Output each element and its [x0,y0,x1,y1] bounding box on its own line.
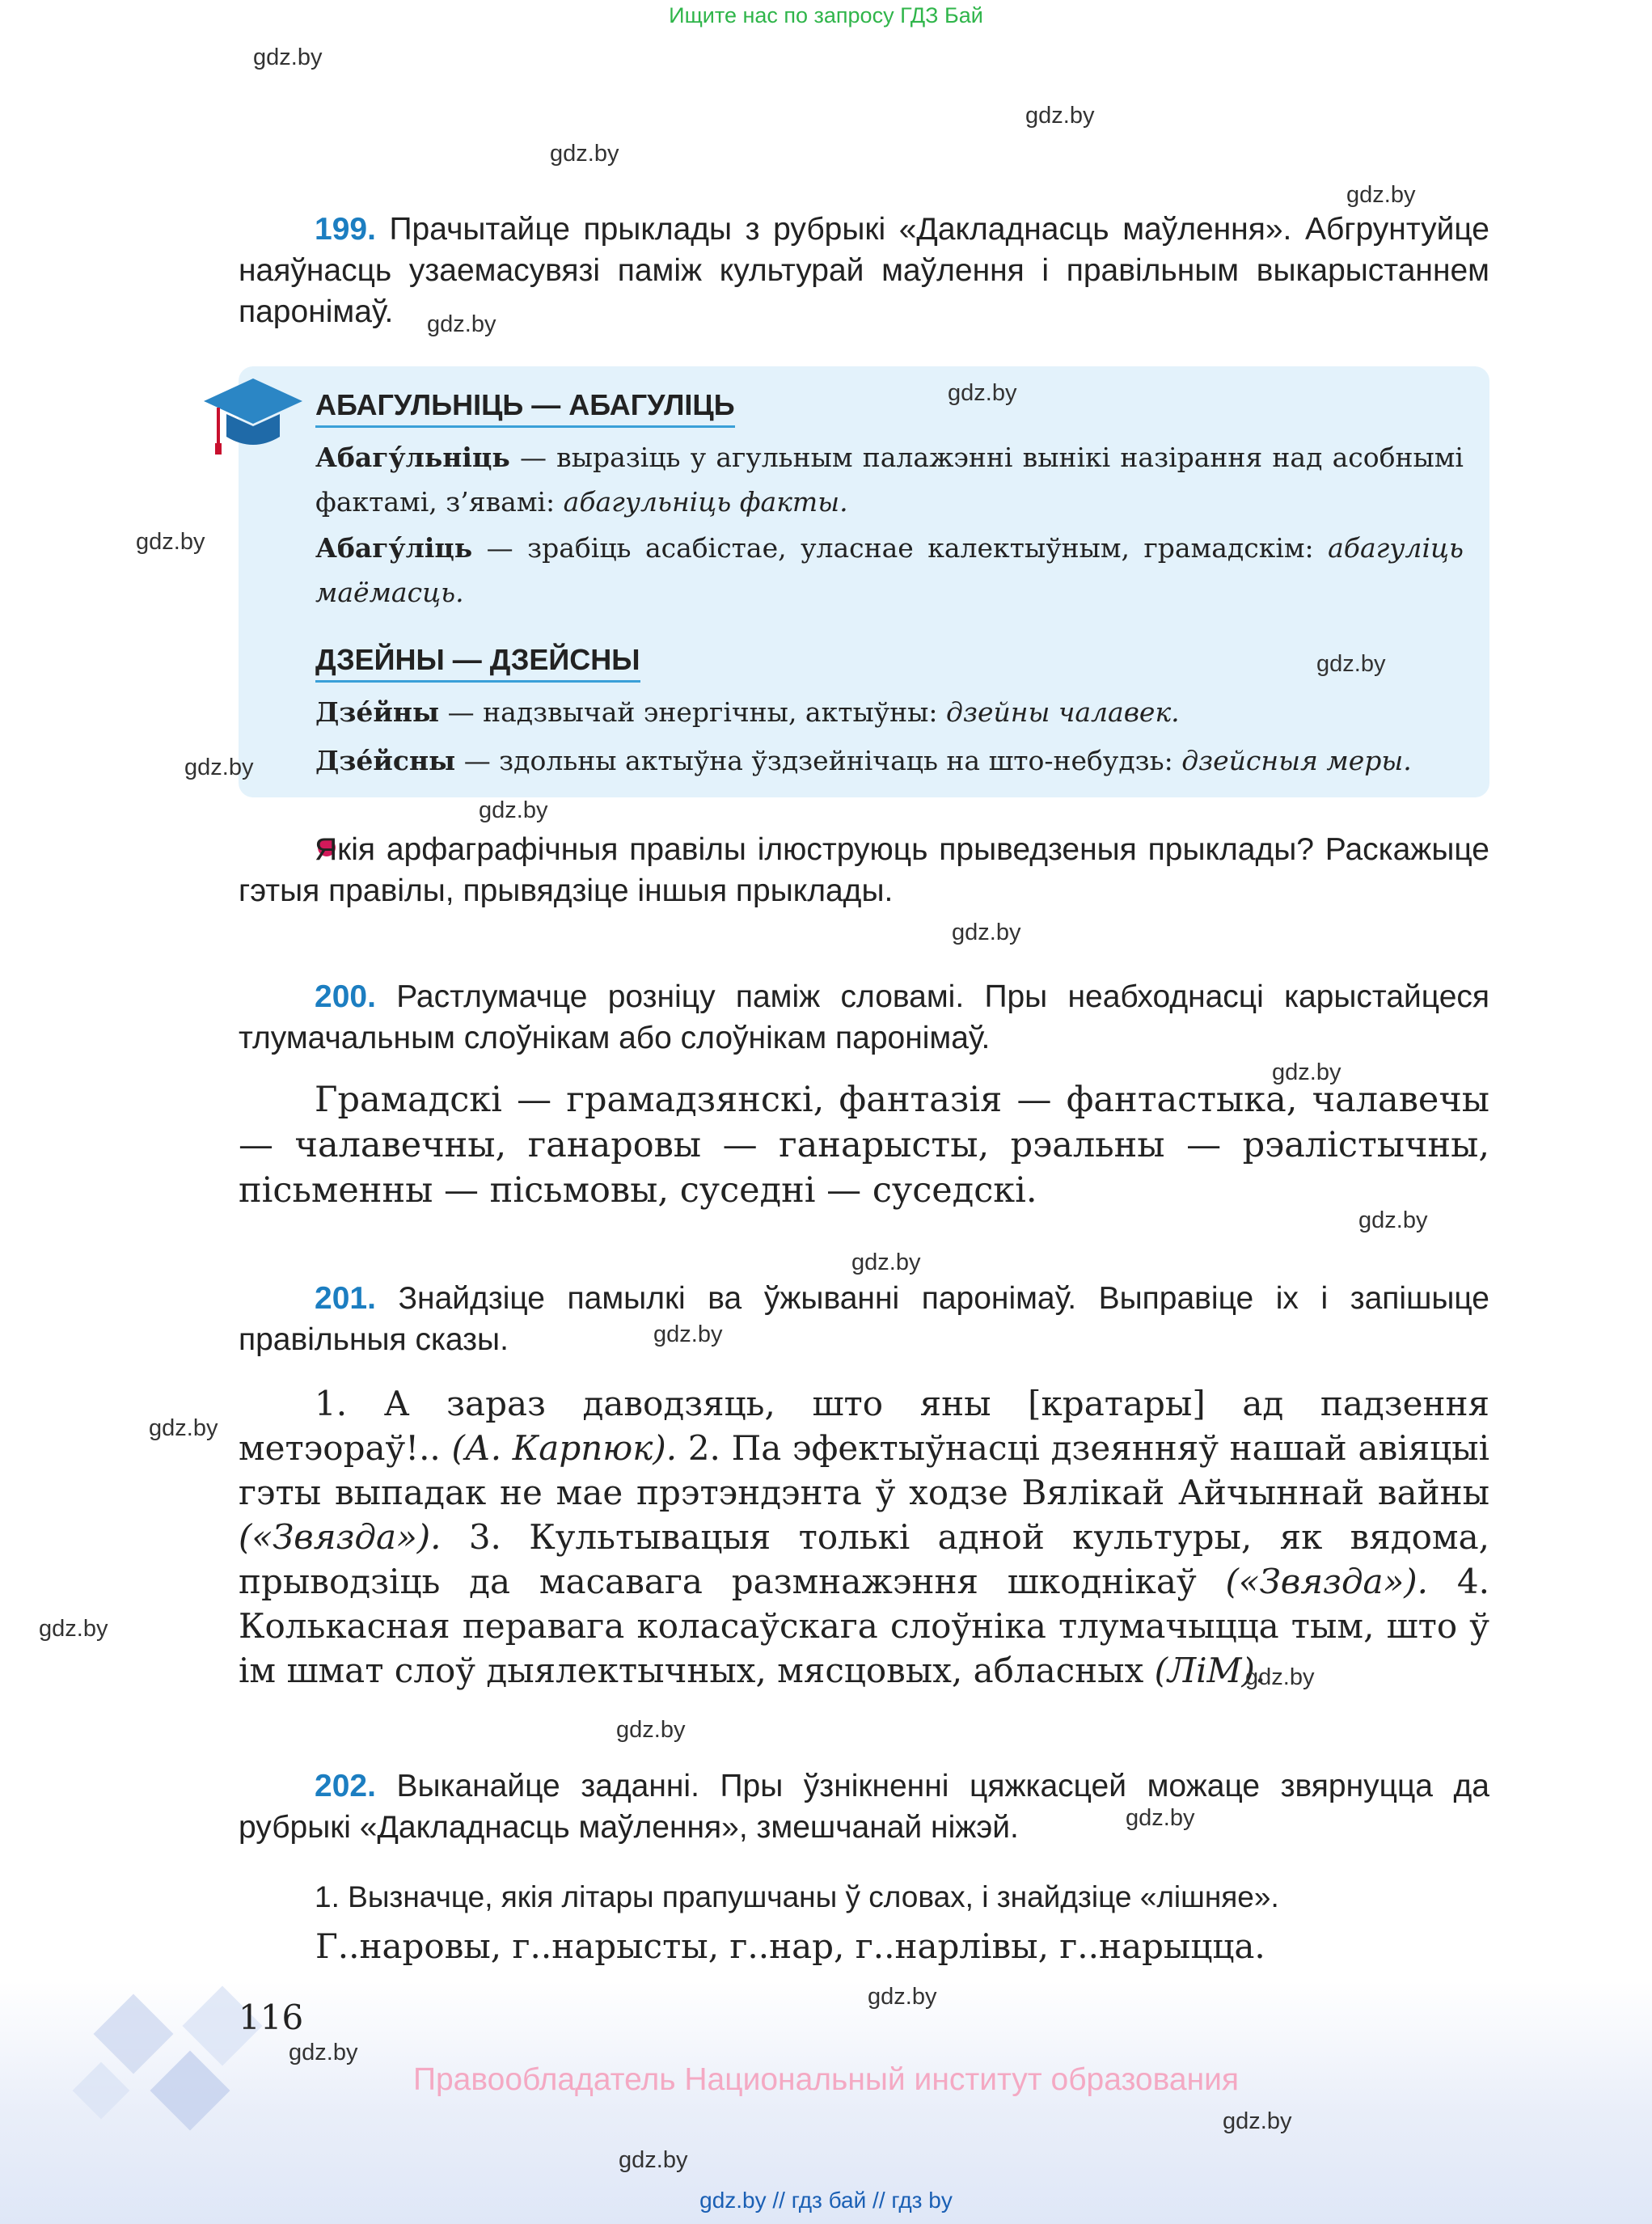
exercise-text: Растлумачце розніцу паміж словамі. Пры неабходнасці карыстайцеся тлумачальным слоўнікам або слоўнікам паронімаў. [239,979,1490,1055]
definition-text: — здольны актыўна ўздзейнічаць на што-небудзь: [455,745,1182,776]
term-word: Дзе́йсны [315,745,456,776]
usage-example: дзейны чалавек. [946,696,1180,728]
paronym-word-list: Грамадскі — грамадзянскі, фантазія — фантастыка, чалавечы — чалавечны, ганаровы — ганарысты, рэальны — рэалістычны, пісьменны — пісьмовы, суседні — суседскі. [239,1080,1489,1211]
term-pair-heading: ДЗЕЙНЫ — ДЗЕЙСНЫ [315,643,640,683]
watermark: gdz.by [1272,1059,1341,1085]
term-definition [315,690,1464,734]
term-word: Абагу́ліць [315,532,473,564]
usage-example: абагульніць факты. [563,486,848,518]
watermark: gdz.by [479,797,548,823]
page-number: 116 [239,1998,304,2037]
copyright-holder: Правообладатель Национальный институт образования [412,2062,1240,2097]
watermark: gdz.by [1346,182,1416,208]
watermark: gdz.by [1025,103,1095,129]
watermark: gdz.by [253,44,323,70]
question-text: Якія арфаграфічныя правілы ілюструюць прыведзеныя прыклады? Раскажыце гэтыя правілы, прывядзіце іншыя прыклады. [239,832,1489,908]
sentence: 1. А зараз даводзяць, што яны [кратары] ад падзення метэораў!.. [239,1384,1489,1468]
watermark: gdz.by [616,1717,686,1743]
watermark: gdz.by [136,529,205,555]
source-reference: (ЛіМ). [1154,1651,1266,1690]
watermark: gdz.by [851,1249,921,1275]
exercise-text: Прачытайце прыклады з рубрыкі «Дакладнасць маўлення». Абгрунтуйце наяўнасць узаемасувязі паміж культурай маўлення і правільным выкарыстаннем паронімаў. [239,212,1489,329]
definition-text: — зрабіць асабістае, уласнае калектыўным, грамадскім: [472,532,1329,564]
watermark: gdz.by [1126,1805,1195,1831]
exercise-number: 202. [315,1769,376,1803]
watermark: gdz.by [948,380,1017,406]
graduation-cap-icon [201,372,306,461]
watermark: gdz.by [1223,2108,1292,2134]
watermark: gdz.by [427,311,496,337]
term-definition [315,738,1464,783]
source-reference: («Звязда»). [1225,1562,1429,1601]
term-pair-heading: АБАГУЛЬНІЦЬ — АБАГУЛІЦЬ [315,388,735,428]
top-banner[interactable]: Ищите нас по запросу ГДЗ Бай [669,3,983,27]
exercise-text: Выканайце заданні. Пры ўзнікненні цяжкасцей можаце звярнуцца да рубрыкі «Дакладнасць маўлення», змешчанай ніжэй. [239,1769,1489,1845]
term-word: Абагу́льніць [315,442,510,473]
exercise-199 [239,209,1489,332]
term-definition [315,435,1464,524]
watermark: gdz.by [868,1984,937,2010]
sentence: 3. Культывацыя толькі адной культуры, як вядома, прыводзіць да масавага размнажэння шкоднікаў [239,1517,1489,1601]
usage-example: дзейсныя меры. [1181,745,1412,776]
footer-links[interactable]: gdz.by // гдз бай // гдз by [699,2188,953,2213]
exercise-text: Знайдзіце памылкі ва ўжыванні паронімаў. Выправіце іх і запішыце правільныя сказы. [239,1281,1489,1357]
sentence: 2. Па эфектыўнасці дзеянняў нашай авіяцыі гэты выпадак не мае прэтэндэнта ў ходзе Вялікай Айчыннай вайны [239,1428,1490,1512]
sentences-with-errors [239,1381,1489,1693]
source-reference: («Звязда»). [239,1517,442,1557]
watermark: gdz.by [289,2040,358,2065]
exercise-number: 199. [315,212,376,247]
task-word-list: Г..наровы, г..нарысты, г..нар, г..нарлівы, г..нарыцца. [315,1926,1265,1966]
sentence: 4. Колькасная перавага коласаўскага слоўніка тлумачыцца тым, што ў ім шмат слоў дыялектычных, мясцовых, абласных [239,1562,1489,1690]
exercise-number: 200. [315,979,376,1014]
task-1: 1. Вызначце, якія літары прапушчаны ў словах, і знайдзіце «лішняе». [315,1880,1279,1913]
term-definition [315,526,1464,615]
exercise-202 [239,1765,1489,1848]
watermark: gdz.by [653,1321,723,1347]
watermark: gdz.by [619,2147,688,2173]
watermark: gdz.by [149,1415,218,1441]
watermark: gdz.by [1316,651,1386,677]
exercise-number: 201. [315,1281,376,1316]
definition-text: — надзвычай энергічны, актыўны: [439,696,947,728]
watermark: gdz.by [184,755,254,780]
watermark: gdz.by [952,920,1021,945]
exercise-201 [239,1278,1489,1360]
exercise-200 [239,976,1489,1059]
watermark: gdz.by [1358,1207,1428,1233]
definition-text: — выразіць у агульным палажэнні вынікі назірання над асобнымі фактамі, з’явамі: [315,442,1464,518]
term-word: Дзе́йны [315,696,440,728]
source-reference: (А. Карпюк). [451,1428,678,1468]
watermark: gdz.by [1245,1664,1315,1690]
watermark: gdz.by [39,1616,108,1642]
watermark: gdz.by [550,141,619,167]
usage-example: абагуліць маёмасць. [315,532,1464,608]
